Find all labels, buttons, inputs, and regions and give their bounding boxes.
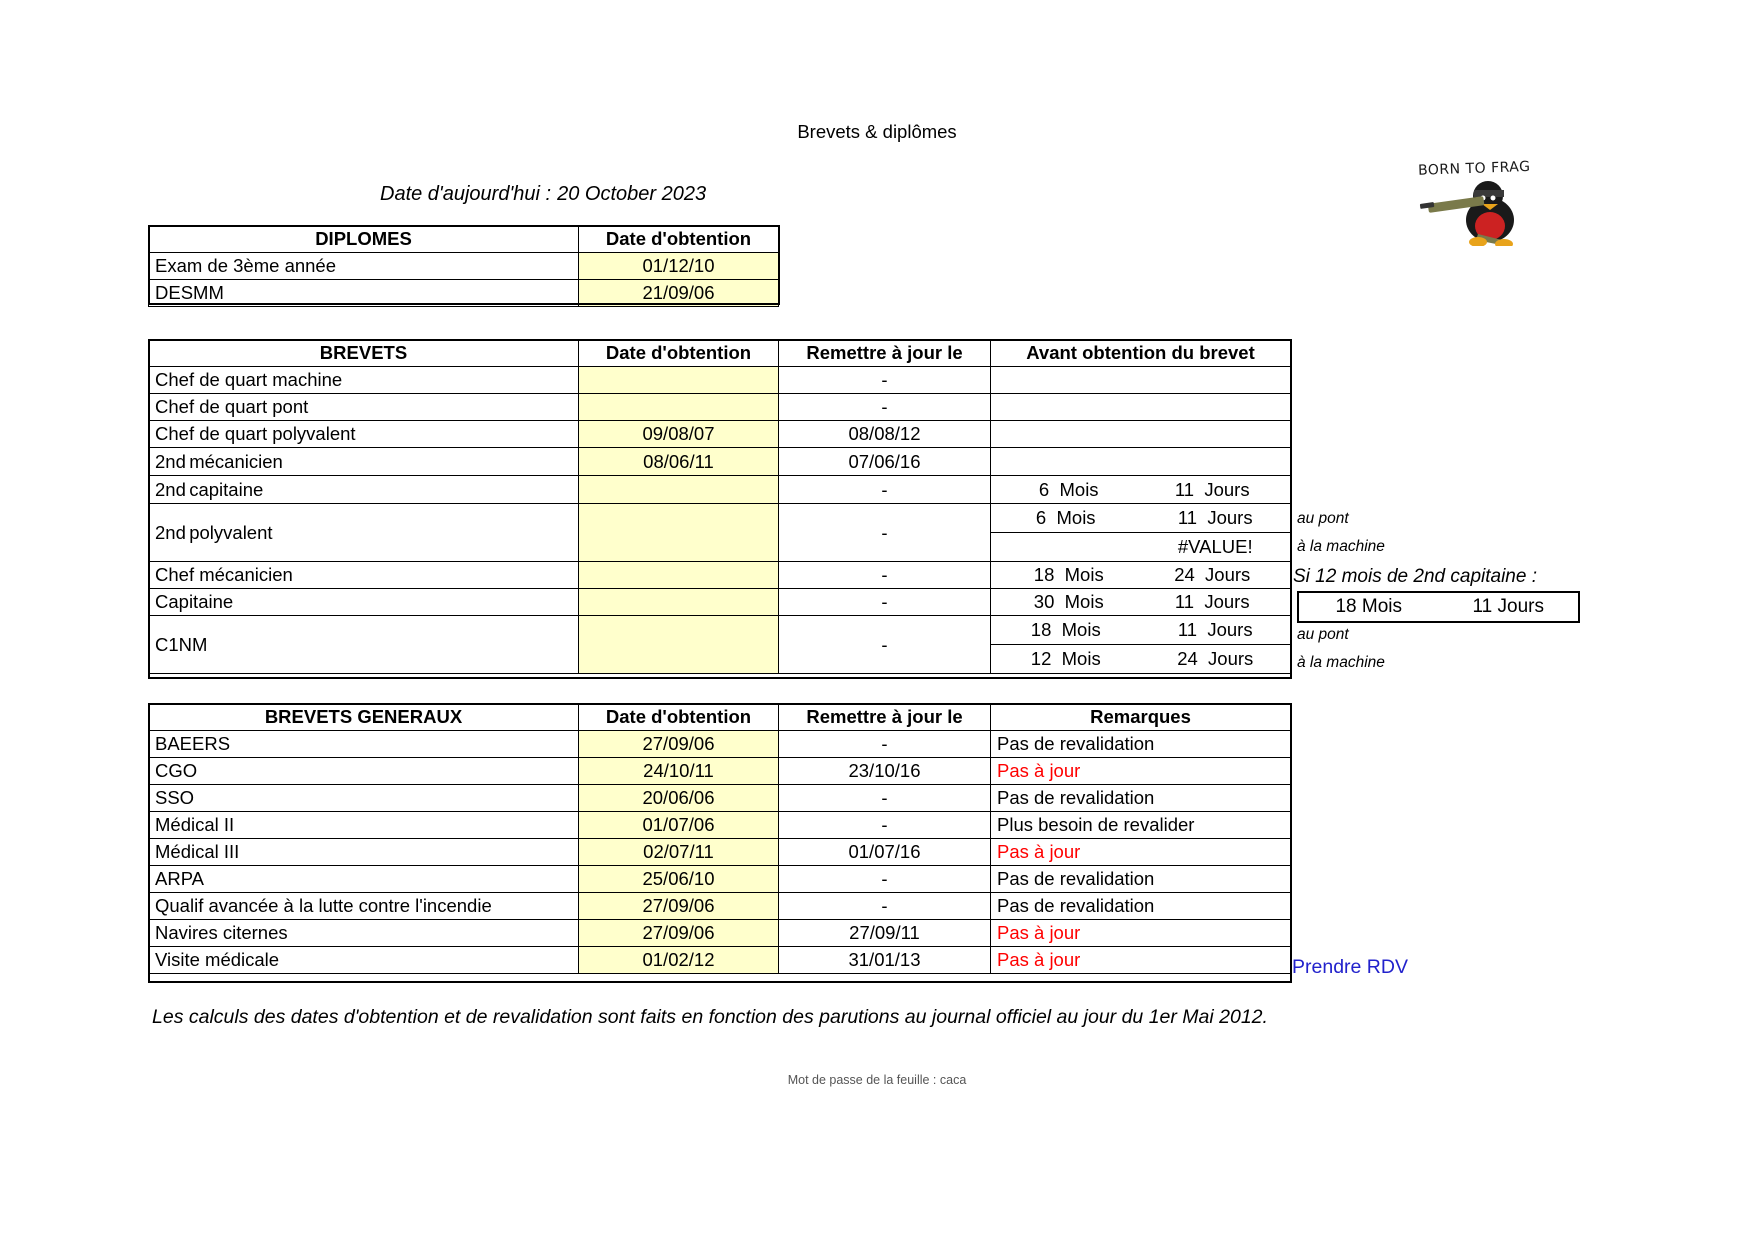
- table-row[interactable]: [149, 947, 1291, 974]
- brevet-avant: [991, 421, 1291, 448]
- brevet-name: Capitaine: [149, 589, 579, 616]
- brevets-header-maj: Remettre à jour le: [779, 340, 991, 367]
- table-row[interactable]: [149, 731, 1291, 758]
- si-12-mois-value-box: [1297, 591, 1580, 623]
- brevet-avant: [991, 616, 1291, 674]
- brevet-name: C1NM: [149, 616, 579, 674]
- table-row[interactable]: [149, 504, 1291, 562]
- brevet-avant-jours: 11 Jours: [1177, 507, 1253, 529]
- logo-text: BORN TO FRAG: [1417, 158, 1531, 179]
- general-date[interactable]: 24/10/11: [579, 758, 779, 785]
- prendre-rdv-link[interactable]: Prendre RDV: [1292, 956, 1408, 978]
- general-name: Qualif avancée à la lutte contre l'incendie: [149, 893, 579, 920]
- brevet-date[interactable]: [579, 394, 779, 421]
- brevet-maj: -: [779, 504, 991, 562]
- general-date[interactable]: 20/06/06: [579, 785, 779, 812]
- brevet-name: Chef de quart pont: [149, 394, 579, 421]
- general-name: Navires citernes: [149, 920, 579, 947]
- brevet-name-sup: 2nd: [155, 522, 186, 544]
- table-row[interactable]: [149, 589, 1291, 616]
- brevets-header-date: Date d'obtention: [579, 340, 779, 367]
- general-date[interactable]: 01/02/12: [579, 947, 779, 974]
- brevet-avant: [991, 367, 1291, 394]
- note-c1nm-machine: à la machine: [1297, 654, 1385, 671]
- born-to-frag-logo: [1418, 160, 1578, 260]
- general-remark: Plus besoin de revalider: [991, 812, 1291, 839]
- brevet-date[interactable]: [579, 476, 779, 504]
- brevet-date[interactable]: [579, 589, 779, 616]
- general-maj: 23/10/16: [779, 758, 991, 785]
- table-row[interactable]: [149, 562, 1291, 589]
- brevet-avant-jours: 24 Jours: [1174, 564, 1251, 586]
- brevet-avant: [991, 476, 1291, 504]
- brevet-name: [149, 448, 579, 476]
- today-date-line: [380, 183, 706, 206]
- general-maj: -: [779, 812, 991, 839]
- brevet-date[interactable]: 09/08/07: [579, 421, 779, 448]
- generaux-header-name: BREVETS GENERAUX: [149, 704, 579, 731]
- brevet-avant-mois: 18 Mois: [1030, 619, 1101, 641]
- brevet-date[interactable]: [579, 562, 779, 589]
- table-row[interactable]: [149, 476, 1291, 504]
- general-date[interactable]: 27/09/06: [579, 731, 779, 758]
- table-row[interactable]: [149, 280, 779, 307]
- general-remark: Pas de revalidation: [991, 893, 1291, 920]
- table-row[interactable]: [149, 616, 1291, 674]
- brevet-avant-error: #VALUE!: [1177, 536, 1253, 558]
- table-row[interactable]: [149, 920, 1291, 947]
- diplome-date[interactable]: 01/12/10: [579, 253, 779, 280]
- table-row[interactable]: [149, 394, 1291, 421]
- general-date[interactable]: 02/07/11: [579, 839, 779, 866]
- brevet-maj: -: [779, 589, 991, 616]
- brevet-avant-jours: 11 Jours: [1177, 619, 1253, 641]
- brevet-name: [149, 476, 579, 504]
- note-polyvalent-pont: au pont: [1297, 510, 1349, 527]
- general-maj: -: [779, 785, 991, 812]
- brevet-name: Chef de quart machine: [149, 367, 579, 394]
- brevet-name: Chef de quart polyvalent: [149, 421, 579, 448]
- diplomes-table: [148, 225, 779, 307]
- table-row[interactable]: [149, 367, 1291, 394]
- table-row[interactable]: [149, 758, 1291, 785]
- diplome-date[interactable]: 21/09/06: [579, 280, 779, 307]
- brevet-maj: 08/08/12: [779, 421, 991, 448]
- brevets-generaux-table: [148, 703, 1291, 974]
- general-maj: 01/07/16: [779, 839, 991, 866]
- brevets-header-avant: Avant obtention du brevet: [991, 340, 1291, 367]
- general-date[interactable]: 27/09/06: [579, 893, 779, 920]
- general-remark: Pas à jour: [991, 920, 1291, 947]
- general-date[interactable]: 01/07/06: [579, 812, 779, 839]
- diplome-name: DESMM: [149, 280, 579, 307]
- general-maj: -: [779, 893, 991, 920]
- general-remark: Pas à jour: [991, 839, 1291, 866]
- brevet-avant-machine: [991, 533, 1290, 561]
- brevet-date[interactable]: [579, 616, 779, 674]
- brevet-maj: -: [779, 562, 991, 589]
- si-12-mois-mois: 18 Mois: [1335, 596, 1403, 617]
- penguin-logo-icon: [1418, 176, 1548, 246]
- brevet-avant: [991, 394, 1291, 421]
- general-maj: -: [779, 731, 991, 758]
- general-remark: Pas à jour: [991, 758, 1291, 785]
- brevet-name: [149, 504, 579, 562]
- table-row[interactable]: [149, 253, 779, 280]
- brevet-avant-pont: [991, 616, 1290, 645]
- note-polyvalent-machine: à la machine: [1297, 538, 1385, 555]
- general-maj: -: [779, 866, 991, 893]
- generaux-header-date: Date d'obtention: [579, 704, 779, 731]
- brevet-avant-jours: 11 Jours: [1174, 478, 1250, 500]
- general-remark: Pas à jour: [991, 947, 1291, 974]
- brevet-avant-pont: [991, 504, 1290, 533]
- brevet-avant: [991, 448, 1291, 476]
- si-12-mois-jours: 11 Jours: [1472, 596, 1544, 617]
- general-name: BAEERS: [149, 731, 579, 758]
- diplomes-header-name: DIPLOMES: [149, 226, 579, 253]
- table-row[interactable]: [149, 421, 1291, 448]
- brevet-date[interactable]: 08/06/11: [579, 448, 779, 476]
- generaux-header-maj: Remettre à jour le: [779, 704, 991, 731]
- password-note: Mot de passe de la feuille : caca: [787, 1073, 967, 1087]
- brevet-maj: -: [779, 367, 991, 394]
- brevet-avant-mois: 18 Mois: [1033, 564, 1104, 586]
- general-remark: Pas de revalidation: [991, 731, 1291, 758]
- brevet-avant-jours: 11 Jours: [1174, 591, 1250, 613]
- brevet-avant-mois: 6 Mois: [1035, 507, 1096, 529]
- general-name: CGO: [149, 758, 579, 785]
- brevets-table: [148, 339, 1291, 674]
- brevet-date[interactable]: [579, 367, 779, 394]
- general-remark: Pas de revalidation: [991, 785, 1291, 812]
- table-header-row: [149, 704, 1291, 731]
- brevet-avant-mois: 6 Mois: [1038, 478, 1099, 500]
- general-remark: Pas de revalidation: [991, 866, 1291, 893]
- brevet-avant-mois: 12 Mois: [1030, 648, 1101, 670]
- diplomes-header-date: Date d'obtention: [579, 226, 779, 253]
- brevet-avant-mois: [991, 536, 1141, 558]
- note-c1nm-pont: au pont: [1297, 626, 1349, 643]
- brevet-avant: [991, 589, 1291, 616]
- brevet-avant-machine: [991, 645, 1290, 673]
- today-value: 20 October 2023: [557, 183, 707, 205]
- brevet-name-sup: 2nd: [155, 479, 186, 501]
- general-name: Visite médicale: [149, 947, 579, 974]
- general-date[interactable]: 25/06/10: [579, 866, 779, 893]
- brevet-maj: 07/06/16: [779, 448, 991, 476]
- brevet-name-text: mécanicien: [189, 451, 283, 473]
- general-maj: 31/01/13: [779, 947, 991, 974]
- table-header-row: [149, 340, 1291, 367]
- brevet-name-text: capitaine: [189, 479, 264, 501]
- brevet-avant: [991, 562, 1291, 589]
- brevet-name-text: polyvalent: [189, 522, 273, 544]
- general-name: ARPA: [149, 866, 579, 893]
- brevet-avant-jours: 24 Jours: [1177, 648, 1254, 670]
- table-row[interactable]: [149, 866, 1291, 893]
- brevet-maj: -: [779, 394, 991, 421]
- brevet-name: Chef mécanicien: [149, 562, 579, 589]
- table-row[interactable]: [149, 893, 1291, 920]
- general-name: SSO: [149, 785, 579, 812]
- generaux-header-remarques: Remarques: [991, 704, 1291, 731]
- table-row[interactable]: [149, 785, 1291, 812]
- brevet-maj: -: [779, 476, 991, 504]
- table-header-row: [149, 226, 779, 253]
- footnote: Les calculs des dates d'obtention et de revalidation sont faits en fonction des parutions au journal officiel au jour du 1er Mai 2012.: [152, 1006, 1268, 1028]
- general-name: Médical II: [149, 812, 579, 839]
- general-name: Médical III: [149, 839, 579, 866]
- table-row[interactable]: [149, 839, 1291, 866]
- table-row[interactable]: [149, 812, 1291, 839]
- diplome-name: Exam de 3ème année: [149, 253, 579, 280]
- note-si-12-mois: Si 12 mois de 2nd capitaine :: [1293, 566, 1537, 587]
- brevet-avant-mois: 30 Mois: [1033, 591, 1104, 613]
- brevets-header-name: BREVETS: [149, 340, 579, 367]
- general-date[interactable]: 27/09/06: [579, 920, 779, 947]
- page-title: Brevets & diplômes: [797, 121, 957, 142]
- general-maj: 27/09/11: [779, 920, 991, 947]
- brevet-name-sup: 2nd: [155, 451, 186, 473]
- brevet-maj: -: [779, 616, 991, 674]
- brevet-date[interactable]: [579, 504, 779, 562]
- brevet-avant: [991, 504, 1291, 562]
- table-row[interactable]: [149, 448, 1291, 476]
- today-label: Date d'aujourd'hui :: [380, 183, 552, 205]
